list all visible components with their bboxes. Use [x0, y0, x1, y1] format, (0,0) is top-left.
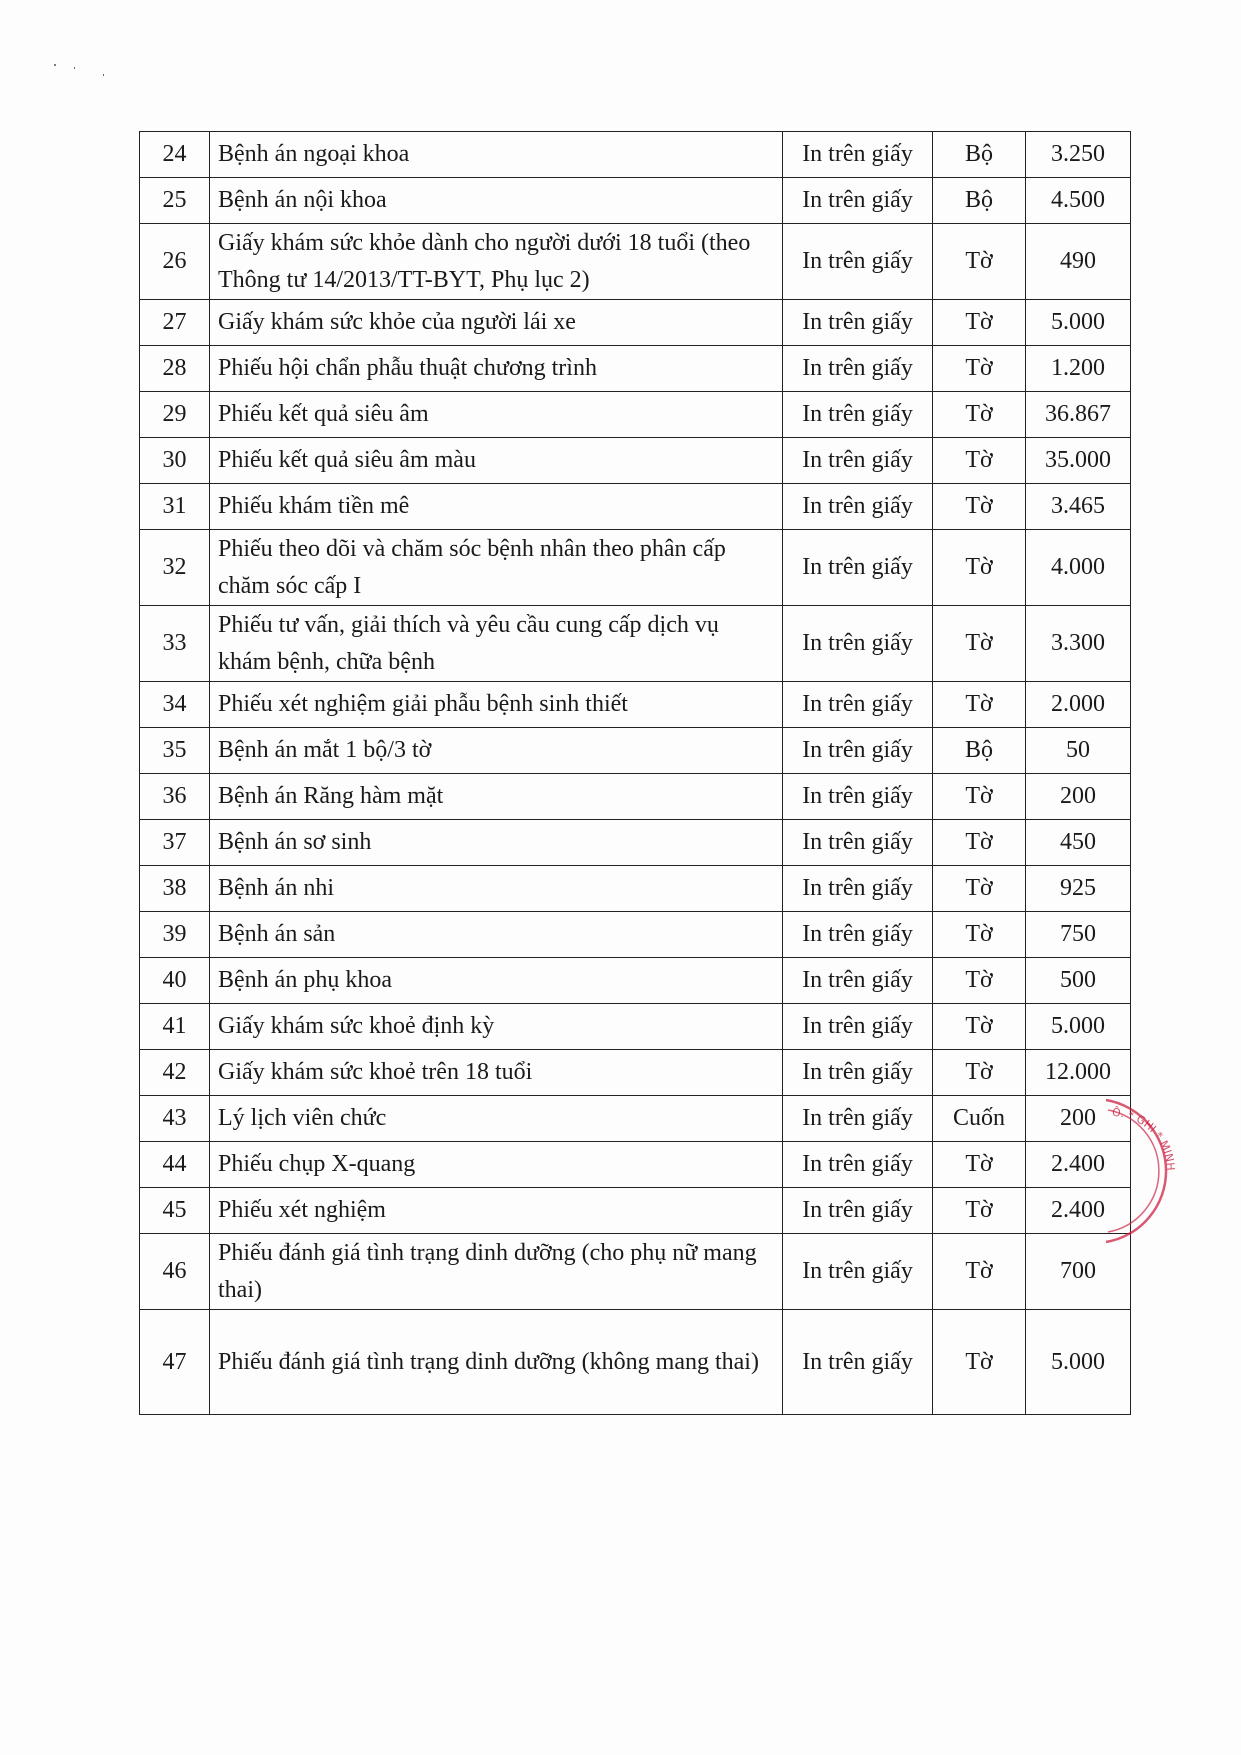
item-name: Phiếu đánh giá tình trạng dinh dưỡng (không mang thai): [210, 1310, 783, 1415]
unit: Bộ: [933, 728, 1026, 774]
row-number: 46: [140, 1234, 210, 1310]
unit: Tờ: [933, 912, 1026, 958]
table-row: [140, 224, 1131, 300]
item-name: Giấy khám sức khỏe dành cho người dưới 18 tuổi (theo Thông tư 14/2013/TT-BYT, Phụ lục 2): [210, 224, 783, 300]
quantity: 3.250: [1026, 132, 1131, 178]
unit: Tờ: [933, 820, 1026, 866]
row-number: 34: [140, 682, 210, 728]
table-row: [140, 1234, 1131, 1310]
row-number: 33: [140, 606, 210, 682]
quantity: 36.867: [1026, 392, 1131, 438]
print-form: In trên giấy: [783, 1004, 933, 1050]
print-form: In trên giấy: [783, 392, 933, 438]
print-form: In trên giấy: [783, 1310, 933, 1415]
table-row: [140, 1188, 1131, 1234]
item-name: Giấy khám sức khoẻ định kỳ: [210, 1004, 783, 1050]
item-name: Phiếu khám tiền mê: [210, 484, 783, 530]
item-name: Bệnh án ngoại khoa: [210, 132, 783, 178]
print-form: In trên giấy: [783, 774, 933, 820]
quantity: 3.465: [1026, 484, 1131, 530]
unit: Tờ: [933, 1188, 1026, 1234]
row-number: 39: [140, 912, 210, 958]
print-form: In trên giấy: [783, 1096, 933, 1142]
table-row: [140, 178, 1131, 224]
table-row: [140, 1142, 1131, 1188]
item-name: Bệnh án phụ khoa: [210, 958, 783, 1004]
row-number: 28: [140, 346, 210, 392]
table-row: [140, 132, 1131, 178]
row-number: 31: [140, 484, 210, 530]
print-form: In trên giấy: [783, 682, 933, 728]
print-form: In trên giấy: [783, 178, 933, 224]
item-name: Phiếu xét nghiệm: [210, 1188, 783, 1234]
item-name: Phiếu theo dõi và chăm sóc bệnh nhân theo phân cấp chăm sóc cấp I: [210, 530, 783, 606]
quantity: 12.000: [1026, 1050, 1131, 1096]
table-row: [140, 1096, 1131, 1142]
row-number: 38: [140, 866, 210, 912]
row-number: 42: [140, 1050, 210, 1096]
item-name: Phiếu tư vấn, giải thích và yêu cầu cung cấp dịch vụ khám bệnh, chữa bệnh: [210, 606, 783, 682]
print-form: In trên giấy: [783, 1142, 933, 1188]
quantity: 200: [1026, 774, 1131, 820]
item-name: Phiếu chụp X-quang: [210, 1142, 783, 1188]
quantity: 5.000: [1026, 1310, 1131, 1415]
unit: Tờ: [933, 392, 1026, 438]
quantity: 2.000: [1026, 682, 1131, 728]
print-form: In trên giấy: [783, 132, 933, 178]
unit: Tờ: [933, 484, 1026, 530]
unit: Tờ: [933, 224, 1026, 300]
quantity: 1.200: [1026, 346, 1131, 392]
unit: Tờ: [933, 1310, 1026, 1415]
item-name: Giấy khám sức khoẻ trên 18 tuổi: [210, 1050, 783, 1096]
unit: Tờ: [933, 438, 1026, 484]
unit: Tờ: [933, 530, 1026, 606]
print-form: In trên giấy: [783, 1050, 933, 1096]
unit: Tờ: [933, 1050, 1026, 1096]
quantity: 2.400: [1026, 1188, 1131, 1234]
supplies-table: [139, 131, 1131, 1415]
row-number: 30: [140, 438, 210, 484]
item-name: Phiếu hội chẩn phẫu thuật chương trình: [210, 346, 783, 392]
quantity: 750: [1026, 912, 1131, 958]
print-form: In trên giấy: [783, 346, 933, 392]
print-form: In trên giấy: [783, 958, 933, 1004]
item-name: Bệnh án Răng hàm mặt: [210, 774, 783, 820]
quantity: 200: [1026, 1096, 1131, 1142]
table-row: [140, 820, 1131, 866]
table-row: [140, 530, 1131, 606]
table-row: [140, 392, 1131, 438]
unit: Tờ: [933, 346, 1026, 392]
quantity: 5.000: [1026, 300, 1131, 346]
print-form: In trên giấy: [783, 866, 933, 912]
unit: Tờ: [933, 606, 1026, 682]
table-row: [140, 958, 1131, 1004]
item-name: Phiếu xét nghiệm giải phẫu bệnh sinh thiết: [210, 682, 783, 728]
print-form: In trên giấy: [783, 224, 933, 300]
stamp-text: Ô. * GHI * MINH: [1111, 1105, 1178, 1172]
table-row: [140, 438, 1131, 484]
row-number: 27: [140, 300, 210, 346]
unit: Tờ: [933, 1142, 1026, 1188]
print-form: In trên giấy: [783, 1234, 933, 1310]
quantity: 4.500: [1026, 178, 1131, 224]
quantity: 5.000: [1026, 1004, 1131, 1050]
quantity: 925: [1026, 866, 1131, 912]
unit: Tờ: [933, 1004, 1026, 1050]
item-name: Phiếu kết quả siêu âm: [210, 392, 783, 438]
table-row: [140, 484, 1131, 530]
quantity: 50: [1026, 728, 1131, 774]
unit: Bộ: [933, 132, 1026, 178]
unit: Tờ: [933, 774, 1026, 820]
print-form: In trên giấy: [783, 606, 933, 682]
print-form: In trên giấy: [783, 912, 933, 958]
item-name: Phiếu đánh giá tình trạng dinh dưỡng (cho phụ nữ mang thai): [210, 1234, 783, 1310]
table-row: [140, 866, 1131, 912]
row-number: 45: [140, 1188, 210, 1234]
unit: Tờ: [933, 866, 1026, 912]
print-form: In trên giấy: [783, 300, 933, 346]
row-number: 41: [140, 1004, 210, 1050]
item-name: Bệnh án sản: [210, 912, 783, 958]
unit: Tờ: [933, 300, 1026, 346]
unit: Tờ: [933, 682, 1026, 728]
row-number: 26: [140, 224, 210, 300]
item-name: Bệnh án nội khoa: [210, 178, 783, 224]
item-name: Bệnh án mắt 1 bộ/3 tờ: [210, 728, 783, 774]
table-row: [140, 606, 1131, 682]
print-form: In trên giấy: [783, 728, 933, 774]
unit: Tờ: [933, 958, 1026, 1004]
quantity: 2.400: [1026, 1142, 1131, 1188]
row-number: 40: [140, 958, 210, 1004]
quantity: 700: [1026, 1234, 1131, 1310]
table-row: [140, 1004, 1131, 1050]
quantity: 4.000: [1026, 530, 1131, 606]
item-name: Lý lịch viên chức: [210, 1096, 783, 1142]
row-number: 44: [140, 1142, 210, 1188]
quantity: 450: [1026, 820, 1131, 866]
row-number: 29: [140, 392, 210, 438]
print-form: In trên giấy: [783, 820, 933, 866]
quantity: 500: [1026, 958, 1131, 1004]
quantity: 490: [1026, 224, 1131, 300]
table-row: [140, 300, 1131, 346]
unit: Cuốn: [933, 1096, 1026, 1142]
row-number: 25: [140, 178, 210, 224]
print-form: In trên giấy: [783, 484, 933, 530]
row-number: 24: [140, 132, 210, 178]
row-number: 37: [140, 820, 210, 866]
row-number: 35: [140, 728, 210, 774]
table-row: [140, 1310, 1131, 1415]
table-row: [140, 1050, 1131, 1096]
unit: Bộ: [933, 178, 1026, 224]
row-number: 32: [140, 530, 210, 606]
row-number: 36: [140, 774, 210, 820]
table-row: [140, 728, 1131, 774]
quantity: 35.000: [1026, 438, 1131, 484]
unit: Tờ: [933, 1234, 1026, 1310]
quantity: 3.300: [1026, 606, 1131, 682]
table-row: [140, 912, 1131, 958]
item-name: Giấy khám sức khỏe của người lái xe: [210, 300, 783, 346]
row-number: 43: [140, 1096, 210, 1142]
item-name: Bệnh án nhi: [210, 866, 783, 912]
table-row: [140, 346, 1131, 392]
print-form: In trên giấy: [783, 1188, 933, 1234]
table-row: [140, 774, 1131, 820]
print-form: In trên giấy: [783, 530, 933, 606]
print-form: In trên giấy: [783, 438, 933, 484]
row-number: 47: [140, 1310, 210, 1415]
item-name: Bệnh án sơ sinh: [210, 820, 783, 866]
item-name: Phiếu kết quả siêu âm màu: [210, 438, 783, 484]
table-row: [140, 682, 1131, 728]
